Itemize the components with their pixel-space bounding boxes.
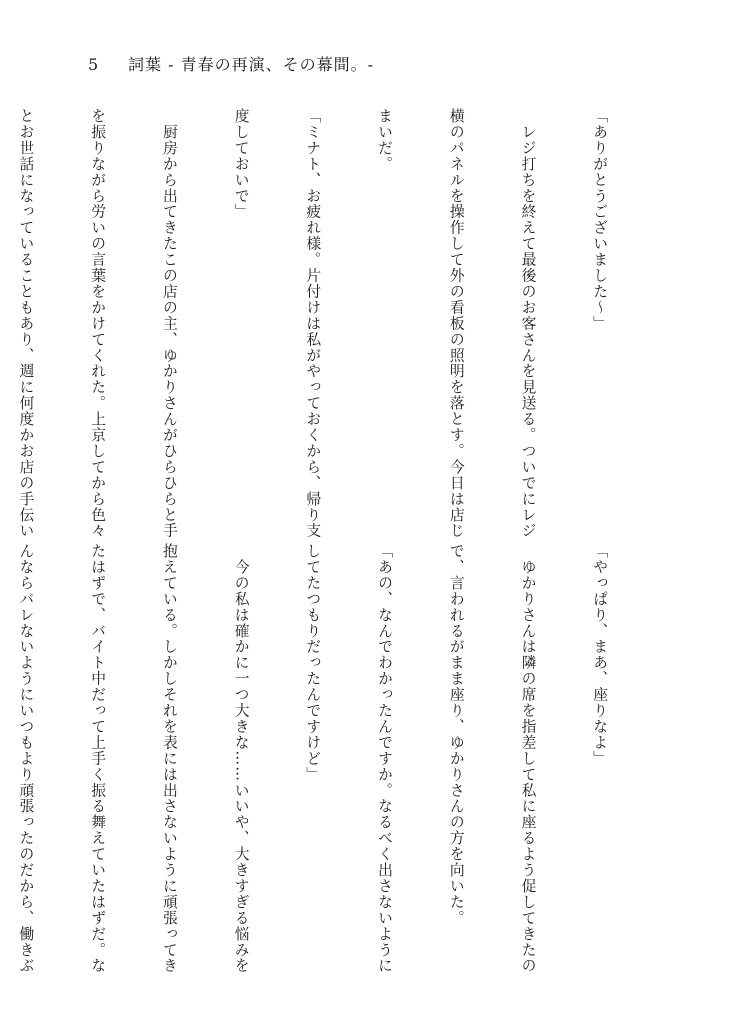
text-line: たはずで、バイト中だって上手く振る舞えていたはずだ。な: [89, 543, 107, 974]
text-line: してたつもりだったんですけど」: [304, 543, 322, 783]
text-line: 抱えている。しかしそれを表には出さないように頑張ってき: [160, 543, 178, 974]
text-line: 度しておいで」: [232, 108, 250, 220]
text-line: 「ミナト、お疲れ様。片付けは私がやっておくから、帰り支: [304, 108, 322, 539]
text-line: まいだ。: [376, 108, 394, 172]
page-title: 詞葉 - 青春の再演、その幕間。-: [128, 55, 374, 74]
text-line: 「ありがとうございました〜」: [591, 108, 609, 332]
text-line: を振りながら労いの言葉をかけてくれた。上京してから色々: [89, 108, 107, 539]
page-header: [88, 52, 374, 75]
text-line: 「やっぱり、まあ、座りなよ」: [591, 543, 609, 767]
text-column-top: [17, 108, 659, 539]
text-line: 今の私は確かに一つ大きな……いいや、大きすぎる悩みを: [232, 543, 250, 974]
text-line: とお世話になっていることもあり、週に何度かお店の手伝い: [17, 108, 35, 539]
text-line: 「あの、なんでわかったんですか。なるべく出さないように: [376, 543, 394, 974]
text-line: レジ打ちを終えて最後のお客さんを見送る。ついでにレジ: [519, 108, 537, 539]
text-line: 横のパネルを操作して外の看板の照明を落とす。今日は店じ: [447, 108, 465, 539]
text-line: 厨房から出てきたこの店の主、ゆかりさんがひらひらと手: [160, 108, 178, 539]
page-number: 5: [88, 55, 100, 74]
text-line: で、言われるがまま座り、ゆかりさんの方を向いた。: [447, 543, 465, 926]
text-column-bottom: [17, 543, 659, 974]
text-line: んならバレないようにいつもより頑張ったのだから、働きぶ: [17, 543, 35, 974]
text-line: ゆかりさんは隣の席を指差して私に座るよう促してきたの: [519, 543, 537, 974]
